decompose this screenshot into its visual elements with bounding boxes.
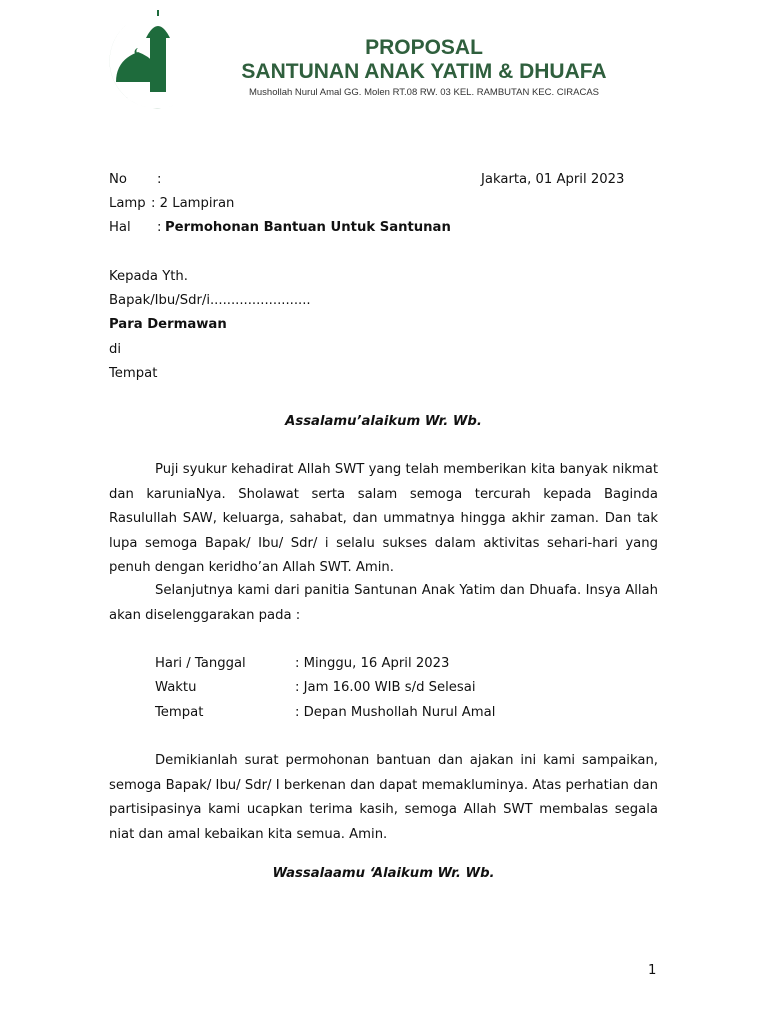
lamp-label: Lamp (109, 196, 146, 211)
recipient-line-3: Para Dermawan (109, 317, 227, 332)
event-day-label: Hari / Tanggal (155, 656, 246, 671)
hal-colon: : (157, 220, 162, 235)
proposal-title: PROPOSAL (365, 36, 483, 59)
paragraph-1 (109, 458, 658, 581)
paragraph-3-text: Demikianlah surat permohonan bantuan dan ajakan ini kami sampaikan, semoga Bapak/ Ibu/ Sdr/ I berkenan dan dapat memakluminya. Atas perhatian dan partisipasinya kami ucapkan terima kasih, semoga Allah SWT membalas segala niat dan amal kebaikan kita semua. Amin. (109, 753, 658, 842)
hal-value: Permohonan Bantuan Untuk Santunan (165, 220, 451, 235)
closing: Wassalaamu ‘Alaikum Wr. Wb. (272, 866, 495, 881)
recipient-line-1: Kepada Yth. (109, 269, 188, 284)
recipient-line-5: Tempat (109, 366, 158, 381)
event-place-value: : Depan Mushollah Nurul Amal (295, 705, 496, 720)
event-time-value: : Jam 16.00 WIB s/d Selesai (295, 680, 476, 695)
event-place-label: Tempat (155, 705, 204, 720)
recipient-line-4: di (109, 342, 122, 357)
paragraph-3 (109, 749, 658, 847)
paragraph-1-text: Puji syukur kehadirat Allah SWT yang telah memberikan kita banyak nikmat dan karuniaNya. Sholawat serta salam semoga tercurah kepada Baginda Rasulullah SAW, keluarga, sahabat, dan ummatnya hingga akhir zaman. Dan tak lupa semoga Bapak/ Ibu/ Sdr/ i selalu sukses dalam aktivitas sehari-hari yang penuh dengan keridho’an Allah SWT. Amin. (109, 462, 658, 575)
event-time-label: Waktu (155, 680, 197, 695)
recipient-line-2: Bapak/Ibu/Sdr/i........................ (109, 293, 311, 308)
lamp-value: : 2 Lampiran (151, 196, 235, 211)
page-number: 1 (648, 963, 657, 978)
paragraph-2 (109, 579, 658, 628)
no-label: No (109, 172, 127, 187)
hal-label: Hal (109, 220, 131, 235)
mosque-logo (92, 8, 188, 118)
greeting: Assalamu’alaikum Wr. Wb. (285, 414, 482, 429)
paragraph-2-text: Selanjutnya kami dari panitia Santunan Anak Yatim dan Dhuafa. Insya Allah akan diselenggarakan pada : (109, 583, 658, 623)
letter-date: Jakarta, 01 April 2023 (481, 172, 625, 187)
no-value: : (157, 172, 162, 187)
address-line: Mushollah Nurul Amal GG. Molen RT.08 RW. 03 KEL. RAMBUTAN KEC. CIRACAS (248, 87, 600, 98)
event-day-value: : Minggu, 16 April 2023 (295, 656, 450, 671)
proposal-subtitle: SANTUNAN ANAK YATIM & DHUAFA (241, 60, 607, 83)
